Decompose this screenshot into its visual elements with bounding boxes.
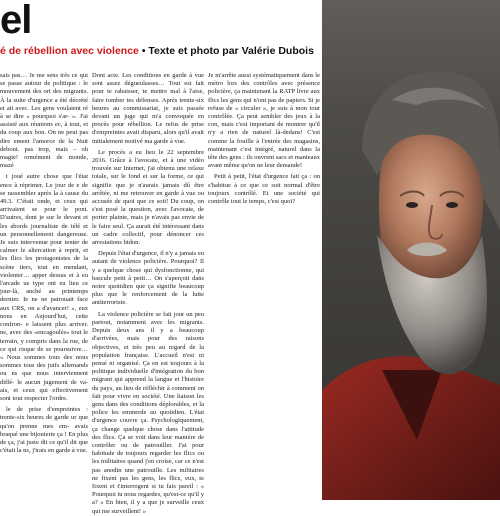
paragraph: Le procès a eu lieu le 22 septembre 2016. Grâce à l'avocate, et à une vidéo trouvée sur Internet, j'ai obtenu une relaxe totale, sur le fond et sur la forme, ce qui signifie que je n'aurais jamais dû être arrêtée, ni me retrouver en garde à vue ou accusée de quoi que ce soit! Du coup, on s'est posé la question, avec l'avocate, de porter plainte, mais je n'avais pas envie de le faire seul. Ça aurait été intéressant dans un cadre collectif, pour dénoncer ces arrestations bidon. — [92, 148, 204, 247]
text-column-1 — [0, 72, 88, 492]
paragraph: Petit à petit, l'état d'urgence fait ça : on s'habitue à ce que ce soit normal d'être toujours contrôlé. Et une société qui contrôle tout le temps, c'est quoi? — [208, 173, 320, 206]
subtitle-topic: é de rébellion avec violence — [0, 45, 139, 57]
portrait-illustration — [322, 0, 500, 500]
portrait-photo — [322, 0, 500, 500]
paragraph: Depuis l'état d'urgence, il n'y a jamais eu autant de violence policière. Pourquoi? Il y a quelque chose qui dysfonctionne, qui bascule petit à petit… On s'aperçoit dans notre quotidien que ça signifie beaucoup plus que le renforcement de la lutte antiterroriste. — [92, 250, 204, 307]
paragraph: le de prise d'empreintes : trente-six heures de garde ur que qu'on prenne mes em- avais braqué une bijouterie ça ! En plus de ça, j'ai juste dit ce qu'il dit que c'était la ns, j'irais en garde à vue. — [0, 406, 88, 455]
paragraph: La violence policière se fait jour un peu partout, notamment avec les migrants. Depuis deux ans il y a beaucoup d'arrivées, mais pour des raisons objectives, et très peu au regard de la population française. L'accueil n'est ni pensé ni organisé. Ça en est toujours à la politique individuelle d'intégration du bon migrant qui apprend la langue et l'histoire du pays, au lieu de réfléchir à comment on fait pour vivre en société. Une liaison les gens dans des conditions déplorables, et la police les emmerde au quotidien. L'état d'urgence couvre ça. Psychologiquement, ça change quelque chose dans l'attitude des flics. Ça se voit dans leur manière de contrôler ou de patrouiller. J'ai pour habitude de toujours regarder les flics ou les militaires quand j'en croise, car ce n'est pas anodin une patrouille. Les militaires ne fixent pas les gens, les flics, eux, te fixent et t'interrogent si tu fais pareil : « Pourquoi tu nous regardes, qu'est-ce qu'il y a? » En bien, il y a que je surveille ceux qui me surveillent! » — [92, 310, 204, 515]
text-column-3 — [208, 72, 320, 492]
paragraph: t joué autre chose que l'état ence à réprimer. Le jour de e de se rassembler après la à cause du 49.3. C'était onde, et ceux qui arrivaient se pour le pont. D'autres, dont je sur le devant et les abords journaliste de télé et un personnellement dangereuse. Je suis intervenue pour tenter de calmer le altercation à reprit, et les flics les protagonistes de la scène tiers, tout en mendant, violenter… apper dessus et à eu l'arcade ue type ont eu lieu ce jour-là, anché au printemps dernier. Ie ne ne patrouait face aux CRS, on a d'avancer! », eux nous en Aujourd'hui, cette confron- e laissent plus arriver. ne, avec des «encagoulés» tout le terrain, y compris dans la rue, de ce qui risque de se poursuivre… « Nous sommes tous des nous sommes tous des juifs allemands ou ns que nous interviennent diffé- le aucun jugement de va- ais, et ceux qui effectivement sont tout respecter l'ordre. — [0, 173, 88, 402]
subtitle-byline: • Texte et photo par Valérie Dubois — [138, 45, 314, 57]
paragraph: Dont acte. Les conditions en garde à vue sont assez dégueulasses… Tout est fait pour te rabaisser, te mettre mal à l'aise, faire tomber tes défenses. Après trente-six heures au commissariat, je suis passée devant un juge qui m'a convoquée en procès pour rébellion. Le refus de prise d'empreintes avait disparu, alors qu'il avait initialement motivé ma garde à vue. — [92, 72, 204, 145]
paragraph: sais pas… Je me sens très ce qui se passe autour de politique : le mouvement des ort des migrants. À la suite d'urgence a été décrété et ait avec. Les gens voulaient ré à se dire « pourquoi s'ar- ». J'ai assisté aux réunions ec, à tout, et du coup aux bon. On ne peut pas dire ement l'amorce de la Nuit debout. pas trop, mais – oh magie! ormément de monde, mazé — [0, 72, 88, 170]
article-title: el — [0, 0, 32, 42]
paragraph: Je m'arrête aussi systématiquement dans le métro lors des contrôles avec présence policière, ça maintenant la RATP livre aux flics les gens qui n'ont pas de papiers. Si je refuse de « circuler », je suis à mon tour contrôlée. Ça peut sembler des jeux à la con, mais c'est important de montrer qu'il n'y a rien de naturel là-dedans! C'est comme la fouille à l'entrée des magasins, maintenant c'est intégré, naturel dans la tête des gens : ils ouvrent sacs et manteaux avant même qu'on ne leur demande! — [208, 72, 320, 170]
text-column-2 — [92, 72, 204, 515]
